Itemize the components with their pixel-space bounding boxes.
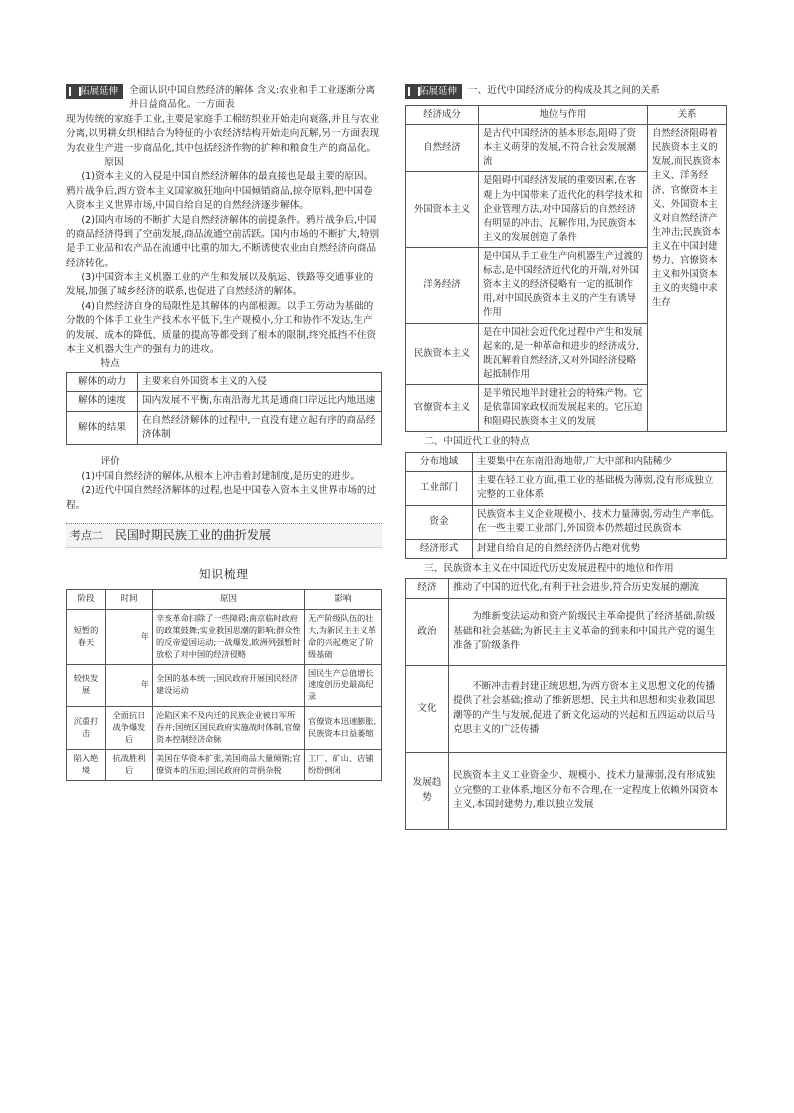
column-header: 阶段 <box>67 590 106 610</box>
feature-value: 主要来自外国资本主义的入侵 <box>138 372 382 391</box>
component-name: 外国资本主义 <box>406 172 479 248</box>
feature-value: 主要在轻工业方面,重工业的基础极为薄弱,没有形成独立完整的工业体系 <box>473 472 727 506</box>
feature-title: 特点 <box>100 358 120 370</box>
component-role: 是中国从手工业生产向机器生产过渡的标志,是中国经济近代化的开端,对外国资本主义的经济侵略有一定的抵制作用,对中国民族资本主义的产生有诱导作用 <box>479 247 648 323</box>
subheading-3: 三、民族资本主义在中国近代历史发展进程中的地位和作用 <box>424 563 674 575</box>
section-label: 考点二 <box>70 528 103 542</box>
feature-value: 主要集中在东南沿海地带,广大中部和内陆稀少 <box>473 452 727 471</box>
left-column <box>66 84 382 781</box>
table-row <box>67 664 382 707</box>
component-name: 官僚资本主义 <box>406 384 479 431</box>
table-row <box>67 609 382 664</box>
cause-cell: 全国的基本统一;国民政府开展国民经济建设运动 <box>153 664 305 707</box>
effect-cell: 国民生产总值增长速度创历史最高纪录 <box>305 664 382 707</box>
component-name: 洋务经济 <box>406 247 479 323</box>
cause-1: (1)资本主义的入侵是中国自然经济解体的最直接也是最主要的原因。鸦片战争后,西方资本主义国家疯狂地向中国倾销商品,掠夺原料,把中国卷入资本主义世界市场,中国自给自足的自然经济逐步解体。 <box>66 171 374 212</box>
composition-table <box>405 105 727 432</box>
time-cell: 全面抗日战争爆发后 <box>106 707 153 750</box>
role-table <box>405 578 727 829</box>
table-row <box>406 579 727 598</box>
eval-2: (2)近代中国自然经济解体的过程,也是中国卷入资本主义世界市场的过程。 <box>66 485 377 511</box>
extension-tag: 拓展延伸 <box>66 84 123 99</box>
cause-cell: 辛亥革命扫除了一些障碍;南京临时政府的政策鼓舞;实业救国思潮的影响;群众性的反帝爱国运动;一战爆发,欧洲列强暂时放松了对中国的经济侵略 <box>153 609 305 664</box>
table-row <box>67 392 382 411</box>
subheading-2: 二、中国近代工业的特点 <box>424 436 530 448</box>
role-key: 发展趋势 <box>406 752 449 829</box>
role-value: 推动了中国的近代化,有利于社会进步,符合历史发展的潮流 <box>449 579 727 598</box>
table-row <box>406 472 727 506</box>
time-cell: 年 <box>106 664 153 707</box>
effect-cell: 无产阶级队伍的壮大,为新民主主义革命的兴起奠定了阶级基础 <box>305 609 382 664</box>
feature-key: 资金 <box>406 505 473 539</box>
table-row <box>406 539 727 558</box>
column-header: 地位与作用 <box>479 106 648 125</box>
table-row <box>406 752 727 829</box>
component-name: 民族资本主义 <box>406 323 479 384</box>
table-row <box>406 598 727 665</box>
cause-4: (4)自然经济自身的局限性是其解体的内部根源。以手工劳动为基础的分散的个体手工业生产技术水平低下,生产规模小,分工和协作不发达,生产的发展、成本的降低、质量的提高等都受到了根本的限制,终究抵挡不住资本主义机器大生产的强有力的进攻。 <box>66 300 377 356</box>
table-row <box>67 749 382 780</box>
cause-2: (2)国内市场的不断扩大是自然经济解体的前提条件。鸦片战争后,中国的商品经济得到了空前发展,商品流通空前活跃。国内市场的不断扩大,特别是手工业品和农产品在流通中比重的加大,不断诱使农业由自然经济向商品经济转化。 <box>66 214 380 269</box>
time-cell: 抗战胜利后 <box>106 749 153 780</box>
component-role: 是阻碍中国经济发展的重要因素,在客观上为中国带来了近代化的科学技术和企业管理方法,对中国落后的自然经济有明显的冲击、瓦解作用,为民族资本主义的发展创造了条件 <box>479 172 648 248</box>
table-row <box>406 665 727 752</box>
feature-value: 国内发展不平衡,东南沿海尤其是通商口岸远比内地迅速 <box>138 392 382 411</box>
column-header: 影响 <box>305 590 382 610</box>
table-header-row <box>406 106 727 125</box>
section-title: 民国时期民族工业的曲折发展 <box>114 527 271 542</box>
component-role: 是在中国社会近代化过程中产生和发展起来的,是一种革命和进步的经济成分,既瓦解着自然经济,又对外国经济侵略起抵制作用 <box>479 323 648 384</box>
table-row <box>406 452 727 471</box>
stage-cell: 较快发展 <box>67 664 106 707</box>
feature-value: 封建自给自足的自然经济仍占绝对优势 <box>473 539 727 558</box>
table-row <box>67 411 382 445</box>
role-value: 不断冲击着封建正统思想,为西方资本主义思想文化的传播提供了社会基础;推动了维新思想、民主共和思想和实业救国思潮等的产生与发展,促进了新文化运动的兴起和五四运动以后马克思主义的广泛传播 <box>449 665 727 752</box>
table-row <box>406 505 727 539</box>
industry-table <box>405 452 727 559</box>
table-header-row <box>67 590 382 610</box>
role-key: 政治 <box>406 598 449 665</box>
stage-cell: 沉重打击 <box>67 707 106 750</box>
extension-tag: 拓展延伸 <box>405 84 462 99</box>
extension-heading: 全面认识中国自然经济的解体 含义:农业和手工业逐渐分离并日益商品化。一方面表 <box>129 85 376 111</box>
right-column <box>405 84 727 830</box>
intro-paragraph: 现为传统的家庭手工业,主要是家庭手工棉纺织业开始走向衰落,并且与农业分离,以男耕女织相结合为特征的小农经济结构开始走向瓦解,另一方面表现为农业生产进一步商品化,其中包括经济作物的扩种和粮食生产的商品化。 <box>66 113 380 154</box>
role-value: 为维新变法运动和资产阶级民主革命提供了经济基础,阶级基础和社会基础;为新民主主义革命的到来和中国共产党的诞生准备了阶级条件 <box>449 598 727 665</box>
feature-key: 工业部门 <box>406 472 473 506</box>
cause-cell: 美国在华资本扩张,美国商品大量倾销;官僚资本的压迫;国民政府的苛捐杂税 <box>153 749 305 780</box>
column-header: 原因 <box>153 590 305 610</box>
eval-title: 评价 <box>100 456 120 468</box>
effect-cell: 工厂、矿山、店铺纷纷倒闭 <box>305 749 382 780</box>
extension-heading: 一、近代中国经济成分的构成及其之间的关系 <box>468 85 660 96</box>
stage-cell: 陷入绝境 <box>67 749 106 780</box>
extension-header <box>66 84 382 113</box>
role-value: 民族资本主义工业资金少、规模小、技术力量薄弱,没有形成独立完整的工业体系,地区分布不合理,在一定程度上依赖外国资本主义,本国封建势力,难以独立发展 <box>449 752 727 829</box>
eval-1: (1)中国自然经济的解体,从根本上冲击着封建制度,是历史的进步。 <box>81 470 361 482</box>
stage-table <box>66 589 382 780</box>
relation-cell: 自然经济阻碍着民族资本主义的发展,而民族资本主义、洋务经济、官僚资本主义、外国资本主义对自然经济产生冲击;民族资本主义在中国封建势力、官僚资本主义和外国资本主义的夹缝中求生存 <box>648 125 727 432</box>
component-role: 是古代中国经济的基本形态,阻碍了资本主义萌芽的发展,不符合社会发展潮流 <box>479 125 648 172</box>
table-row <box>67 372 382 391</box>
component-name: 自然经济 <box>406 125 479 172</box>
time-cell: 年 <box>106 609 153 664</box>
role-key: 文化 <box>406 665 449 752</box>
section-header <box>66 523 382 548</box>
column-header: 关系 <box>648 106 727 125</box>
feature-table <box>66 372 382 446</box>
feature-key: 解体的结果 <box>67 411 138 445</box>
feature-key: 解体的动力 <box>67 372 138 391</box>
column-header: 经济成分 <box>406 106 479 125</box>
table-row <box>67 707 382 750</box>
feature-key: 分布地域 <box>406 452 473 471</box>
feature-key: 解体的速度 <box>67 392 138 411</box>
stage-cell: 短暂的春天 <box>67 609 106 664</box>
knowledge-title: 知识梳理 <box>199 566 249 581</box>
cause-title: 原因 <box>104 156 124 168</box>
component-role: 是半殖民地半封建社会的特殊产物。它是依靠国家政权而发展起来的。它压迫和阻碍民族资本主义的发展 <box>479 384 648 431</box>
table-row <box>406 125 727 172</box>
extension-header-right <box>405 84 727 99</box>
column-header: 时间 <box>106 590 153 610</box>
role-key: 经济 <box>406 579 449 598</box>
feature-value: 在自然经济解体的过程中,一直没有建立起有序的商品经济体制 <box>138 411 382 445</box>
cause-3: (3)中国资本主义机器工业的产生和发展以及航运、铁路等交通事业的发展,加强了城乡经济的联系,也促进了自然经济的解体。 <box>66 272 374 298</box>
cause-cell: 沦陷区来不及内迁的民族企业被日军所吞并;国统区国民政府实施战时体制,官僚资本控制经济命脉 <box>153 707 305 750</box>
feature-value: 民族资本主义企业规模小、技术力量薄弱,劳动生产率低。在一些主要工业部门,外国资本仍然超过民族资本 <box>473 505 727 539</box>
feature-key: 经济形式 <box>406 539 473 558</box>
effect-cell: 官僚资本迅速膨胀,民族资本日益萎缩 <box>305 707 382 750</box>
